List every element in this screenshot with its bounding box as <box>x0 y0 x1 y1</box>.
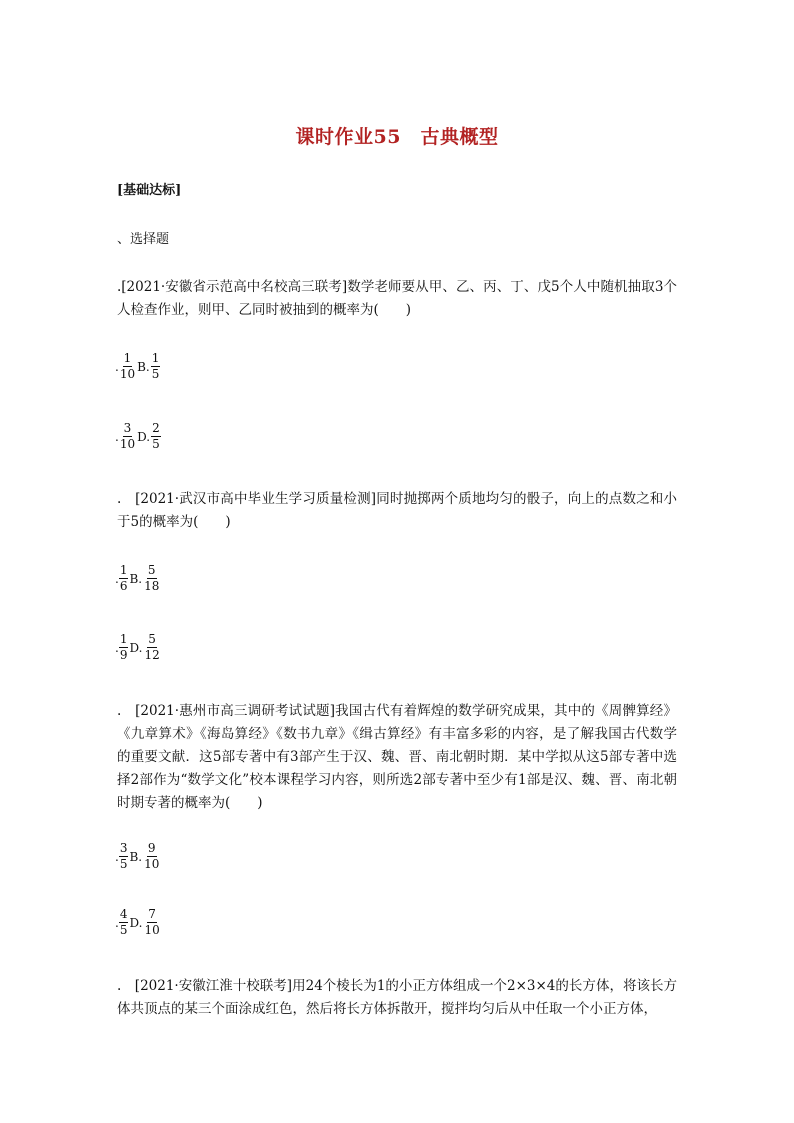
option-b-fraction[interactable] <box>151 352 161 381</box>
denominator: 10 <box>144 923 160 937</box>
question-4: . [2021·安徽江淮十校联考]用24个棱长为1的小正方体组成一个2×3×4的长方体，将该长方体共顶点的某三个面涂成红色，然后将长方体拆散开，搅拌均匀后从中任取一个小正方体， <box>117 978 677 1017</box>
denominator: 6 <box>119 579 128 593</box>
question-2: . [2021·武汉市高中毕业生学习质量检测]同时抛掷两个质地均匀的骰子，向上的点数之和小于5的概率为( ) <box>117 491 677 530</box>
numerator: 7 <box>148 907 156 921</box>
denominator: 10 <box>144 857 160 871</box>
numerator: 2 <box>152 421 160 435</box>
option-marker: . <box>115 640 119 655</box>
options-row-q2-2 <box>115 633 161 662</box>
option-b-letter: B. <box>129 849 143 864</box>
denominator: 10 <box>119 437 136 451</box>
section-heading: [基础达标] <box>117 183 182 198</box>
question-3: . [2021·惠州市高三调研考试试题]我国古代有着辉煌的数学研究成果，其中的《周髀算经》《九章算术》《海岛算经》《数书九章》《缉古算经》有丰富多彩的内容，是了解我国古代数学的重要文献．这5部专著中有3部产生于汉、魏、晋、南北朝时期．某中学拟从这5部专著中选择2部作为“数学文化”校本课程学习内容，则所选2部专著中至少有1部是汉、魏、晋、南北朝时期专著的概率为( ) <box>117 703 677 811</box>
question-1: .[2021·安徽省示范高中名校高三联考]数学老师要从甲、乙、丙、丁、戊5个人中随机抽取3个人检查作业，则甲、乙同时被抽到的概率为( ) <box>117 279 677 318</box>
option-b-fraction[interactable] <box>143 842 160 871</box>
numerator: 1 <box>151 351 160 365</box>
page-title: 课时作业55 古典概型 <box>295 126 499 148</box>
numerator: 1 <box>119 563 128 577</box>
options-row-q3-2 <box>115 908 161 937</box>
numerator: 4 <box>119 907 128 921</box>
denominator: 9 <box>119 648 128 662</box>
denominator: 5 <box>151 367 160 381</box>
numerator: 9 <box>147 841 156 855</box>
numerator: 3 <box>123 421 132 435</box>
option-d-letter: D. <box>137 429 151 444</box>
option-a-fraction[interactable] <box>119 842 129 871</box>
option-marker: . <box>115 429 119 444</box>
denominator: 10 <box>119 367 136 381</box>
option-d-fraction[interactable] <box>151 422 161 451</box>
option-marker: . <box>115 359 119 374</box>
numerator: 3 <box>119 841 128 855</box>
options-row-q2-1 <box>115 564 160 593</box>
option-marker: . <box>115 571 119 586</box>
option-b-letter: B. <box>129 571 143 586</box>
option-a-fraction[interactable] <box>119 352 136 381</box>
options-row-q1-2 <box>115 422 161 451</box>
option-marker: . <box>115 849 119 864</box>
denominator: 5 <box>119 923 128 937</box>
denominator: 12 <box>144 648 160 662</box>
options-row-q1-1 <box>115 352 160 381</box>
numerator: 1 <box>119 632 128 646</box>
option-b-letter: B. <box>137 359 150 374</box>
denominator: 5 <box>152 437 160 451</box>
option-a-fraction[interactable] <box>119 564 129 593</box>
option-b-fraction[interactable] <box>143 564 160 593</box>
option-d-letter: D. <box>129 915 143 930</box>
options-row-q3-1 <box>115 842 160 871</box>
numerator: 5 <box>147 563 156 577</box>
option-marker: . <box>115 915 119 930</box>
numerator: 5 <box>148 632 156 646</box>
denominator: 18 <box>144 579 160 593</box>
subsection-heading: 、选择题 <box>117 232 170 247</box>
option-d-letter: D. <box>129 640 143 655</box>
numerator: 1 <box>123 351 132 365</box>
option-c-fraction[interactable] <box>119 908 129 937</box>
option-d-fraction[interactable] <box>143 908 160 937</box>
option-d-fraction[interactable] <box>143 633 160 662</box>
option-c-fraction[interactable] <box>119 633 129 662</box>
denominator: 5 <box>119 857 128 871</box>
option-c-fraction[interactable] <box>119 422 136 451</box>
